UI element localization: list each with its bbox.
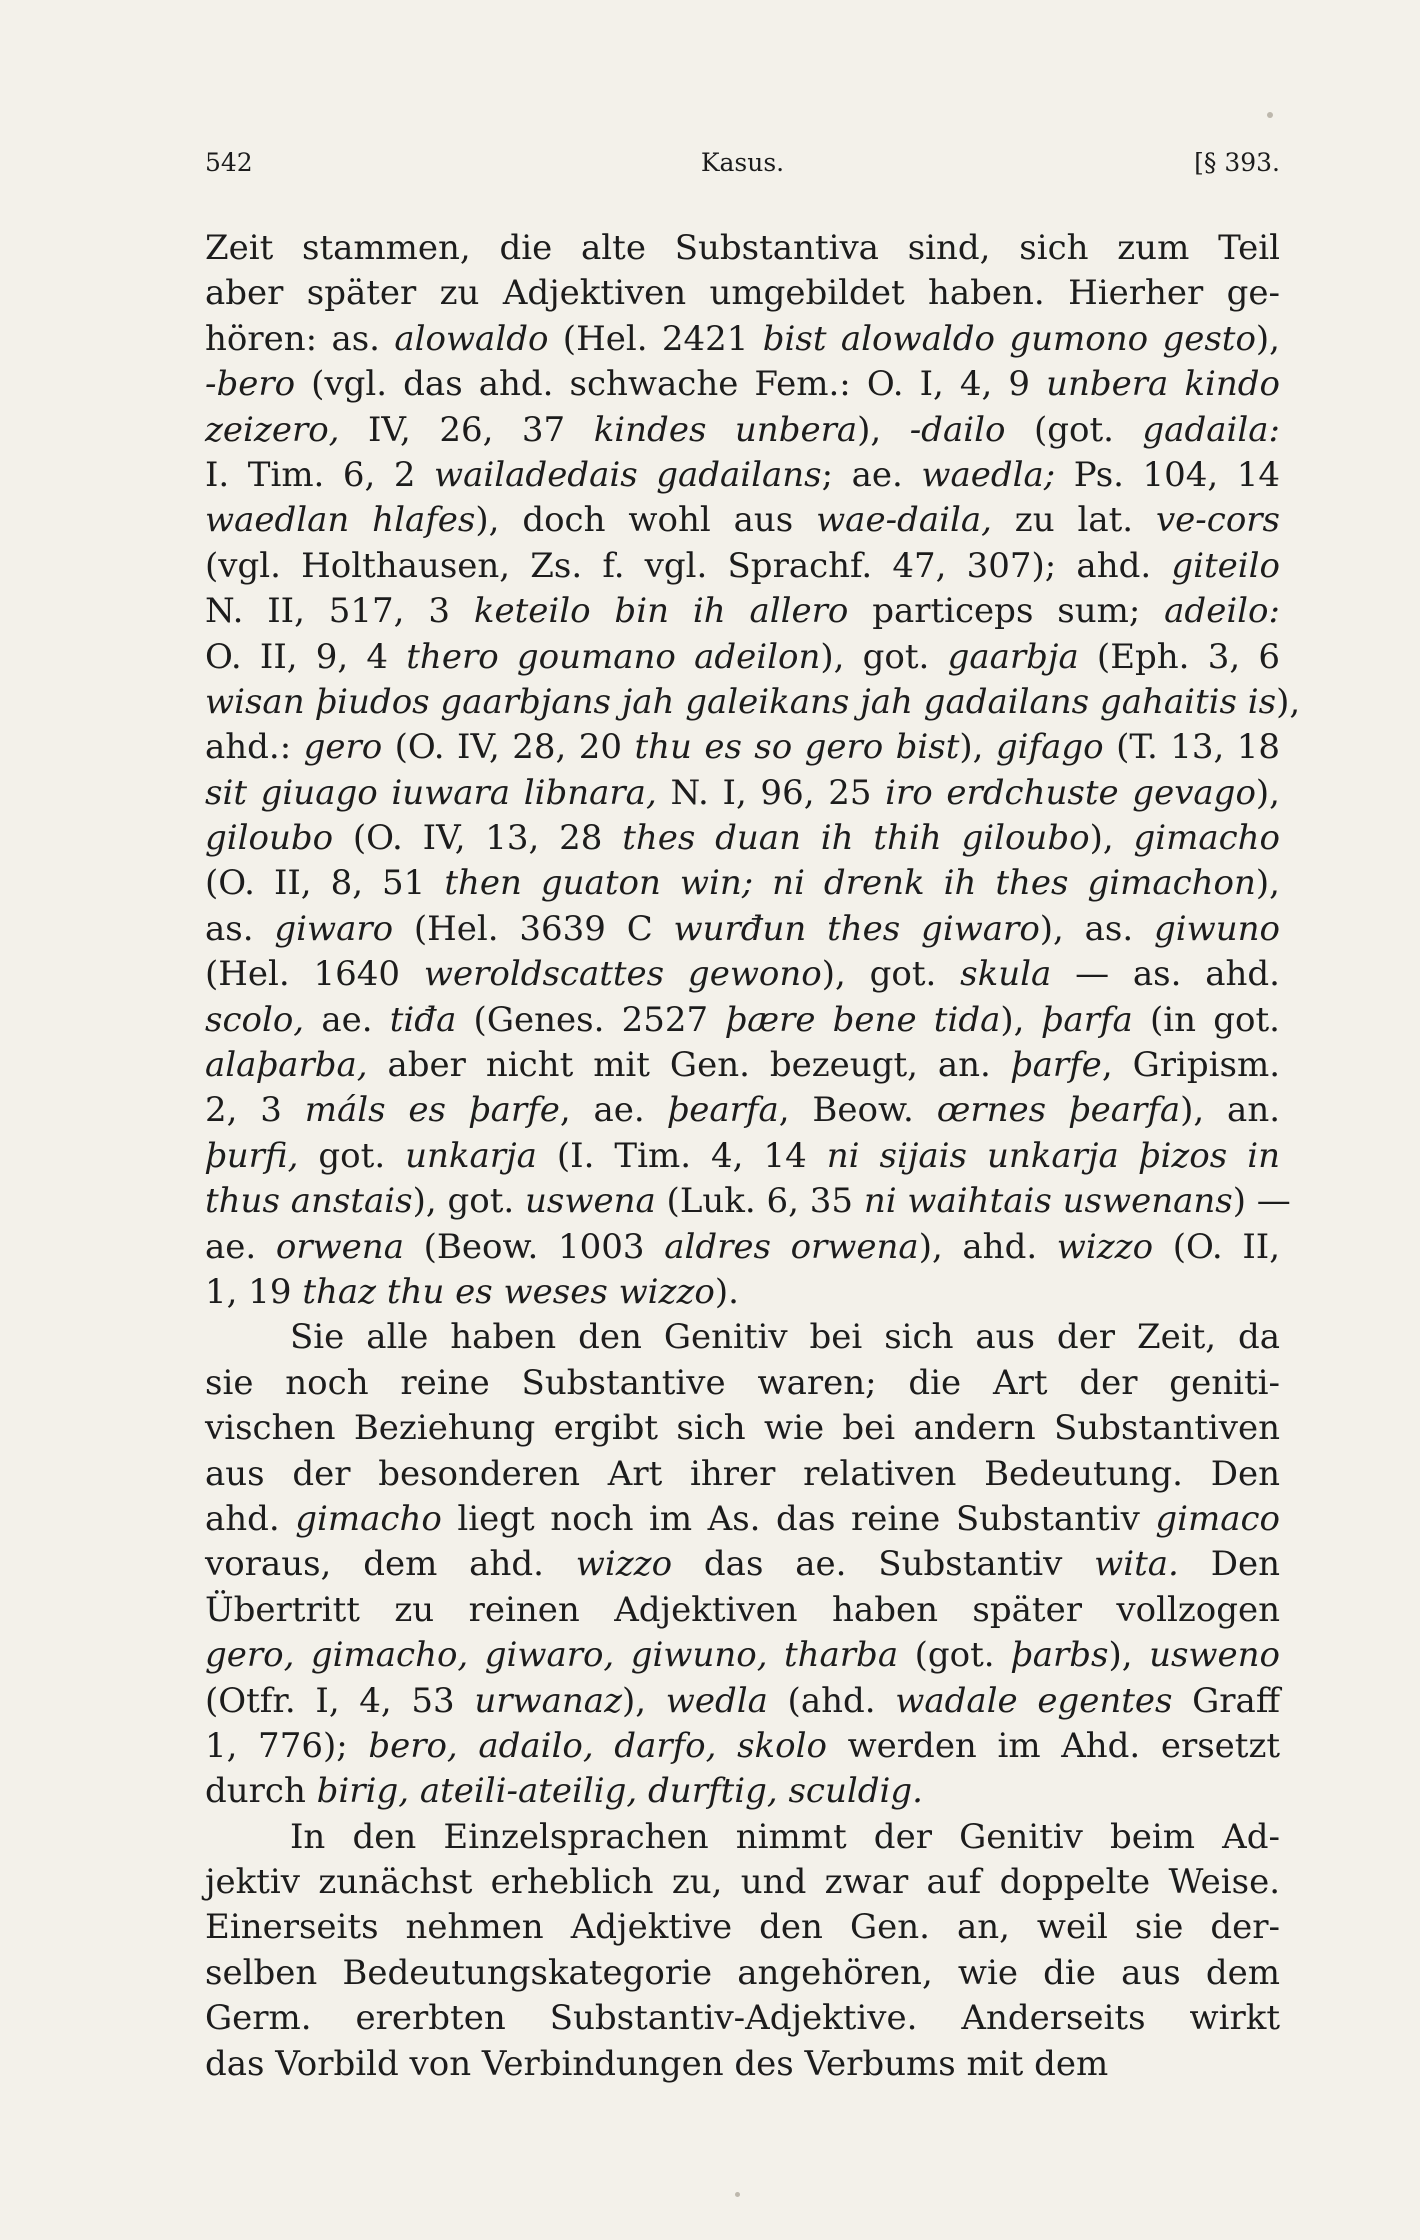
text-segment: das ae. Substantiv (672, 1544, 1095, 1585)
text-segment: ), as. (1039, 908, 1154, 949)
italic-term: giloubo (205, 818, 334, 859)
text-line (205, 1225, 1280, 1270)
text-segment: IV, 26, 37 (339, 409, 594, 450)
text-segment: N. I, 96, 25 (656, 772, 886, 813)
italic-term: zeizero, (205, 409, 340, 450)
paper-speck (735, 2192, 740, 2197)
italic-term: sit giuago iuwara libnara, (205, 772, 657, 813)
section-reference: [§ 393. (1194, 148, 1280, 177)
text-line (205, 1633, 1280, 1678)
italic-term: wurđun thes giwaro (673, 908, 1040, 949)
italic-term: orwena (275, 1226, 404, 1267)
page-number: 542 (205, 148, 253, 177)
text-segment: ), (959, 727, 996, 768)
text-segment: , ae. (559, 1090, 668, 1131)
text-segment: ), doch wohl aus (475, 500, 817, 541)
italic-term: then guaton win; ni drenk ih thes gimachon (444, 863, 1256, 904)
italic-term: keteilo bin ih allero (473, 591, 849, 632)
text-segment: ; ae. (821, 454, 922, 495)
text-segment: Zeit stammen, die alte Substantiva sind, sich zum Teil (205, 228, 1280, 268)
text-line (205, 589, 1280, 634)
text-segment: (Hel. 1640 (205, 954, 424, 995)
text-segment: aus der besonderen Art ihrer relativen Bedeutung. Den (205, 1453, 1280, 1494)
text-segment: sie noch reine Substantive waren; die Art der genitі- (205, 1362, 1280, 1403)
italic-term: alaþarba, (205, 1045, 368, 1086)
text-line (205, 1860, 1280, 1905)
text-segment: (vgl. Holthausen, Zs. f. vgl. Sprachf. 47, 307); ahd. (205, 545, 1172, 586)
italic-term: wailadedais gadailans (434, 454, 822, 495)
text-line (205, 544, 1280, 589)
text-segment: ), (1089, 818, 1134, 859)
text-segment: ), (857, 409, 910, 450)
italic-term: ni waihtais uswenans (863, 1181, 1233, 1222)
text-segment: (O. II, (1153, 1226, 1280, 1267)
text-line (205, 1179, 1291, 1224)
text-line (205, 1497, 1280, 1542)
text-line (205, 680, 1301, 725)
body-text (205, 226, 1301, 2087)
italic-term: urwanaz (474, 1680, 622, 1721)
text-segment: jektiv zunächst erheblich zu, und zwar auf doppelte Weise. (205, 1862, 1280, 1903)
text-segment: selben Bedeutungskategorie angehören, wie die aus dem (205, 1952, 1280, 1993)
text-segment: aber nicht mit Gen. bezeugt, an. (367, 1045, 1011, 1086)
italic-term: thaz thu es weses wizzo (302, 1271, 715, 1312)
text-line (205, 1679, 1280, 1724)
text-segment: ), (1276, 681, 1301, 722)
italic-term: gimacho (295, 1498, 442, 1539)
text-segment: (vgl. das ahd. schwache Fem.: O. I, 4, 9 (295, 364, 1047, 405)
italic-term: gifago (995, 727, 1104, 768)
italic-term: wita. (1094, 1544, 1179, 1585)
italic-term: wadale egentes (895, 1680, 1173, 1721)
text-line (205, 1588, 1280, 1633)
text-segment: ), (1108, 1635, 1150, 1676)
text-segment: (in got. (1132, 999, 1280, 1040)
italic-term: usweno (1149, 1635, 1280, 1676)
text-line (205, 725, 1280, 770)
italic-term: giteilo (1171, 545, 1280, 586)
italic-term: gadaila: (1142, 409, 1280, 450)
italic-term: þurfi, (205, 1135, 299, 1176)
text-segment: (got. (1005, 409, 1143, 450)
italic-term: wae-daila, (816, 500, 992, 541)
text-segment: (Luk. 6, 35 (655, 1181, 864, 1222)
text-line (205, 1905, 1280, 1950)
italic-term: waedla; (921, 454, 1056, 495)
text-segment: werden im Ahd. ersetzt (826, 1725, 1281, 1766)
text-line (205, 635, 1280, 680)
text-line (205, 362, 1280, 407)
italic-term: þarbs (1011, 1635, 1109, 1676)
italic-term: weroldscattes gewono (423, 954, 822, 995)
text-line (205, 1088, 1280, 1133)
text-segment: ), (1255, 863, 1280, 904)
text-line (205, 998, 1280, 1043)
running-title: Kasus. (700, 148, 785, 177)
text-segment: (Eph. 3, 6 (1078, 636, 1280, 677)
text-line (205, 1452, 1280, 1497)
text-line (205, 1996, 1280, 2041)
text-segment: ), an. (1180, 1090, 1281, 1131)
text-segment: O. II, 9, 4 (205, 636, 407, 677)
text-segment: ae. (304, 999, 390, 1040)
text-segment: (I. Tim. 4, 14 (536, 1135, 827, 1176)
text-segment: , Gripism. (1101, 1045, 1280, 1086)
text-segment: (ahd. (767, 1680, 896, 1721)
page-header (205, 143, 1280, 183)
text-segment: as. (205, 908, 275, 949)
text-segment: Einerseits nehmen Adjektive den Gen. an, weil sie der- (205, 1907, 1280, 1948)
text-segment: — as. ahd. (1051, 954, 1280, 995)
italic-term: ni sijais unkarja þizos in (826, 1135, 1281, 1176)
text-line (205, 952, 1280, 997)
text-line (205, 1361, 1280, 1406)
text-line (205, 1406, 1280, 1451)
italic-term: unkarja (405, 1135, 537, 1176)
text-segment: (O. II, 8, 51 (205, 863, 445, 904)
text-segment: zu lat. (991, 500, 1156, 541)
text-segment: ). (714, 1271, 739, 1312)
text-segment: ), ahd. (918, 1226, 1057, 1267)
italic-term: iro erdchuste gevago (885, 772, 1256, 813)
italic-term: alowaldo (394, 318, 549, 359)
text-line (205, 271, 1280, 316)
text-segment: (Hel. 3639 C (393, 908, 674, 949)
text-line (205, 317, 1280, 362)
italic-term: -dailo (909, 409, 1006, 450)
text-line (205, 1542, 1280, 1587)
text-segment: 1, 19 (205, 1271, 303, 1312)
text-line (205, 1951, 1280, 1996)
italic-term: þære bene tida (725, 999, 1001, 1040)
text-segment: (Genes. 2527 (456, 999, 726, 1040)
text-segment: ), got. (821, 954, 961, 995)
text-segment: 2, 3 (205, 1090, 305, 1131)
paper-speck (1267, 112, 1273, 118)
text-line (205, 816, 1280, 861)
italic-term: thero goumano adeilon (406, 636, 821, 677)
text-segment: N. II, 517, 3 (205, 591, 474, 632)
text-segment: (O. IV, 28, 20 (382, 727, 635, 768)
text-segment: ) — (1232, 1181, 1291, 1222)
italic-term: tiđa (389, 999, 457, 1040)
text-line (205, 226, 1280, 271)
text-line (205, 498, 1280, 543)
text-segment: das Vorbild von Verbindungen des Verbums mit dem (205, 2043, 1109, 2084)
text-segment: vischen Beziehung ergibt sich wie bei andern Substantiven (205, 1408, 1280, 1449)
text-segment: Germ. ererbten Substantiv-Adjektive. Anderseits wirkt (205, 1998, 1280, 2039)
italic-term: waedlan hlafes (205, 500, 476, 541)
text-segment: (got. (898, 1635, 1011, 1676)
italic-term: wisan þiudos gaarbjans jah galeikans jah gadailans gahaitis is (205, 681, 1277, 722)
italic-term: gimaco (1155, 1498, 1280, 1539)
text-line (205, 1769, 1280, 1814)
italic-term: gero, gimacho, giwaro, giwuno, tharba (205, 1635, 899, 1676)
italic-term: thus anstais (205, 1181, 413, 1222)
text-segment: ), (621, 1680, 666, 1721)
text-segment: ), (1255, 772, 1280, 813)
italic-term: þarfe (1010, 1045, 1102, 1086)
italic-term: scolo, (205, 999, 305, 1040)
text-line (205, 1270, 1280, 1315)
text-line (205, 1043, 1280, 1088)
text-segment: durch (205, 1771, 317, 1812)
italic-term: kindes unbera (593, 409, 858, 450)
text-segment: (Otfr. I, 4, 53 (205, 1680, 475, 1721)
text-segment: liegt noch im As. das reine Substantiv (441, 1498, 1156, 1539)
text-segment: (Hel. 2421 (548, 318, 763, 359)
italic-term: þarfa (1041, 999, 1133, 1040)
text-segment: ahd. (205, 1498, 296, 1539)
text-segment: ae. (205, 1226, 276, 1267)
italic-term: thes duan ih thih giloubo (622, 818, 1090, 859)
italic-term: skula (960, 954, 1052, 995)
italic-term: bist alowaldo gumono gesto (762, 318, 1256, 359)
text-segment: ), (1000, 999, 1042, 1040)
text-segment: Sie alle haben den Genitiv bei sich aus der Zeit, da (290, 1317, 1280, 1358)
italic-term: thu es so gero bist (634, 727, 960, 768)
text-segment: ), got. (412, 1181, 525, 1222)
text-segment: ), got. (820, 636, 948, 677)
text-line (205, 1315, 1280, 1360)
text-segment: ), (1255, 318, 1280, 359)
text-segment: got. (298, 1135, 406, 1176)
italic-term: gimacho (1133, 818, 1280, 859)
text-line (205, 1724, 1280, 1769)
text-segment: Übertritt zu reinen Adjektiven haben später vollzogen (205, 1589, 1280, 1630)
text-line (205, 1134, 1280, 1179)
text-line (205, 907, 1280, 952)
italic-term: giwaro (274, 908, 394, 949)
italic-term: giwuno (1154, 908, 1281, 949)
italic-term: máls es þarfe (304, 1090, 560, 1131)
text-line (205, 408, 1280, 453)
text-line (205, 453, 1280, 498)
italic-term: œrnes þearfa (936, 1090, 1181, 1131)
text-line (205, 771, 1280, 816)
text-segment: voraus, dem ahd. (205, 1544, 576, 1585)
italic-term: wizzo (1056, 1226, 1154, 1267)
text-segment: 1, 776); (205, 1725, 369, 1766)
text-segment: Den (1178, 1544, 1280, 1585)
text-segment: , Beow. (778, 1090, 937, 1131)
italic-term: gaarbja (947, 636, 1079, 677)
text-segment: (Beow. 1003 (403, 1226, 665, 1267)
italic-term: bero, adailo, darfo, skolo (368, 1725, 827, 1766)
text-line (205, 861, 1280, 906)
text-line (205, 2042, 1280, 2087)
italic-term: aldres orwena (664, 1226, 919, 1267)
italic-term: gero (303, 727, 383, 768)
italic-term: unbera kindo (1046, 364, 1280, 405)
text-segment: ahd.: (205, 727, 304, 768)
text-segment: aber später zu Adjektiven umgebildet haben. Hierher ge- (205, 273, 1280, 314)
text-segment: I. Tim. 6, 2 (205, 454, 435, 495)
italic-term: ve-cors (1155, 500, 1280, 541)
text-line (205, 1815, 1280, 1860)
italic-term: wizzo (575, 1544, 673, 1585)
text-segment: Ps. 104, 14 (1055, 454, 1280, 495)
text-segment: hören: as. (205, 318, 395, 359)
text-segment: In den Einzelsprachen nimmt der Genitiv beim Ad- (290, 1816, 1280, 1857)
italic-term: adeilo: (1164, 591, 1280, 632)
italic-term: -bero (205, 364, 296, 405)
italic-term: birig, ateili-ateilig, durftig, sculdig. (316, 1771, 923, 1812)
text-segment: (O. IV, 13, 28 (333, 818, 623, 859)
italic-term: wedla (665, 1680, 768, 1721)
text-segment: (T. 13, 18 (1103, 727, 1280, 768)
text-segment: particeps sum; (848, 591, 1165, 632)
italic-term: þearfa (667, 1090, 779, 1131)
text-segment: Graff (1172, 1680, 1280, 1721)
italic-term: uswena (525, 1181, 656, 1222)
